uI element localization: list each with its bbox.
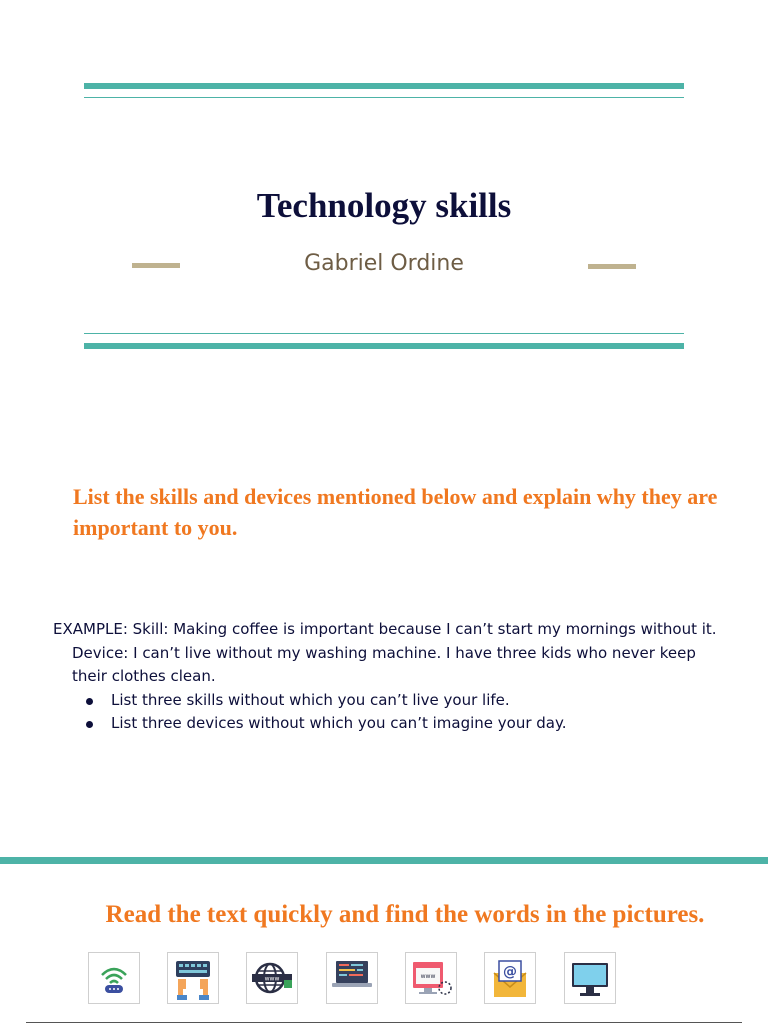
bottom-rule [26, 1022, 742, 1023]
bullet-icon [86, 698, 93, 705]
email-envelope-icon [484, 952, 536, 1004]
right-dash [588, 264, 636, 269]
website-browser-icon [405, 952, 457, 1004]
example-block [53, 618, 733, 736]
section-heading: Read the text quickly and find the words in the pictures. [105, 901, 705, 928]
list-item: List three skills without which you can’t live your life. [83, 689, 733, 713]
svg-text:@: @ [503, 964, 517, 980]
keyboard-typing-icon [167, 952, 219, 1004]
laptop-code-icon [326, 952, 378, 1004]
section-divider [0, 857, 768, 864]
top-thick-rule [84, 83, 684, 89]
bullet-icon [86, 721, 93, 728]
svg-text:www: www [264, 975, 280, 983]
page-title: Technology skills [256, 186, 512, 225]
desktop-monitor-icon [564, 952, 616, 1004]
author-name: Gabriel Ordine [304, 251, 464, 276]
bottom-thick-rule [84, 343, 684, 349]
bottom-thin-rule [84, 333, 684, 334]
task-list [53, 689, 733, 736]
top-thin-rule [84, 97, 684, 98]
svg-text:www: www [420, 973, 436, 980]
instruction-heading: List the skills and devices mentioned below and explain why they are important to you. [73, 484, 718, 540]
wifi-router-icon [88, 952, 140, 1004]
globe-internet-icon [246, 952, 298, 1004]
example-skill-text: EXAMPLE: Skill: Making coffee is important because I can’t start my mornings without it. [53, 620, 717, 638]
example-device-text: Device: I can’t live without my washing machine. I have three kids who never keep their clothes clean. [72, 643, 696, 685]
list-item: List three devices without which you can’t imagine your day. [83, 712, 733, 736]
